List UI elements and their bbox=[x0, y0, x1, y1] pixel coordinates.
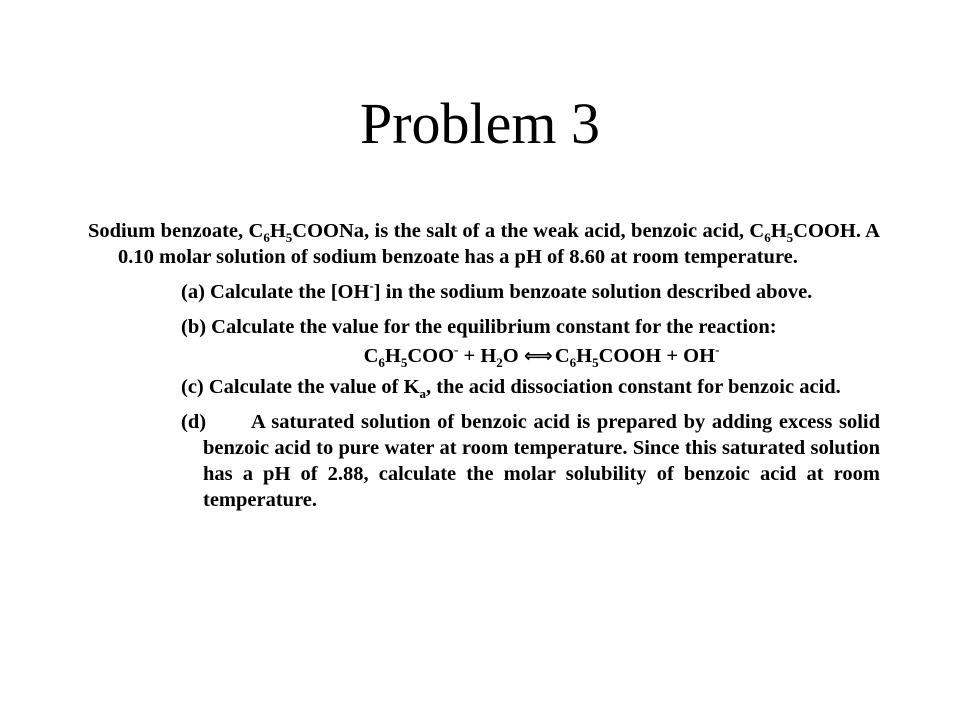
part-c: (c) Calculate the value of $K_a$, the acid dissociation constant for benzoic acid. bbox=[181, 376, 841, 402]
slide-title: Problem 3 bbox=[359, 91, 601, 156]
reaction-equation: $C_6H_5COO^- + H_2O$ ⇐⇒ $C_6H_5COOH + OH^-$ bbox=[363, 342, 720, 371]
part-b: (b) Calculate the value for the equilibrium constant for the reaction: bbox=[181, 316, 777, 338]
slide-body bbox=[88, 218, 880, 513]
part-d-label: (d) bbox=[181, 411, 207, 433]
problem-intro: Sodium benzoate, $C_6H_5COONa$, is the salt of a the weak acid, benzoic acid, $C_6H_5COOH$. A 0.10 molar solution of sodium benzoate has a pH of 8.60 at room temperature. bbox=[88, 220, 880, 268]
equilibrium-arrow-icon: ⇐⇒ bbox=[523, 345, 550, 367]
part-d: (d) A saturated solution of benzoic acid is prepared by adding excess solid benzoic acid to pure water at room temperature. Since this saturated solution has a pH of 2.88, calculate the molar solubility of benzoic acid at room temperature. bbox=[181, 411, 880, 511]
part-a: (a) Calculate the [OH-] in the sodium benzoate solution described above. bbox=[181, 278, 813, 303]
